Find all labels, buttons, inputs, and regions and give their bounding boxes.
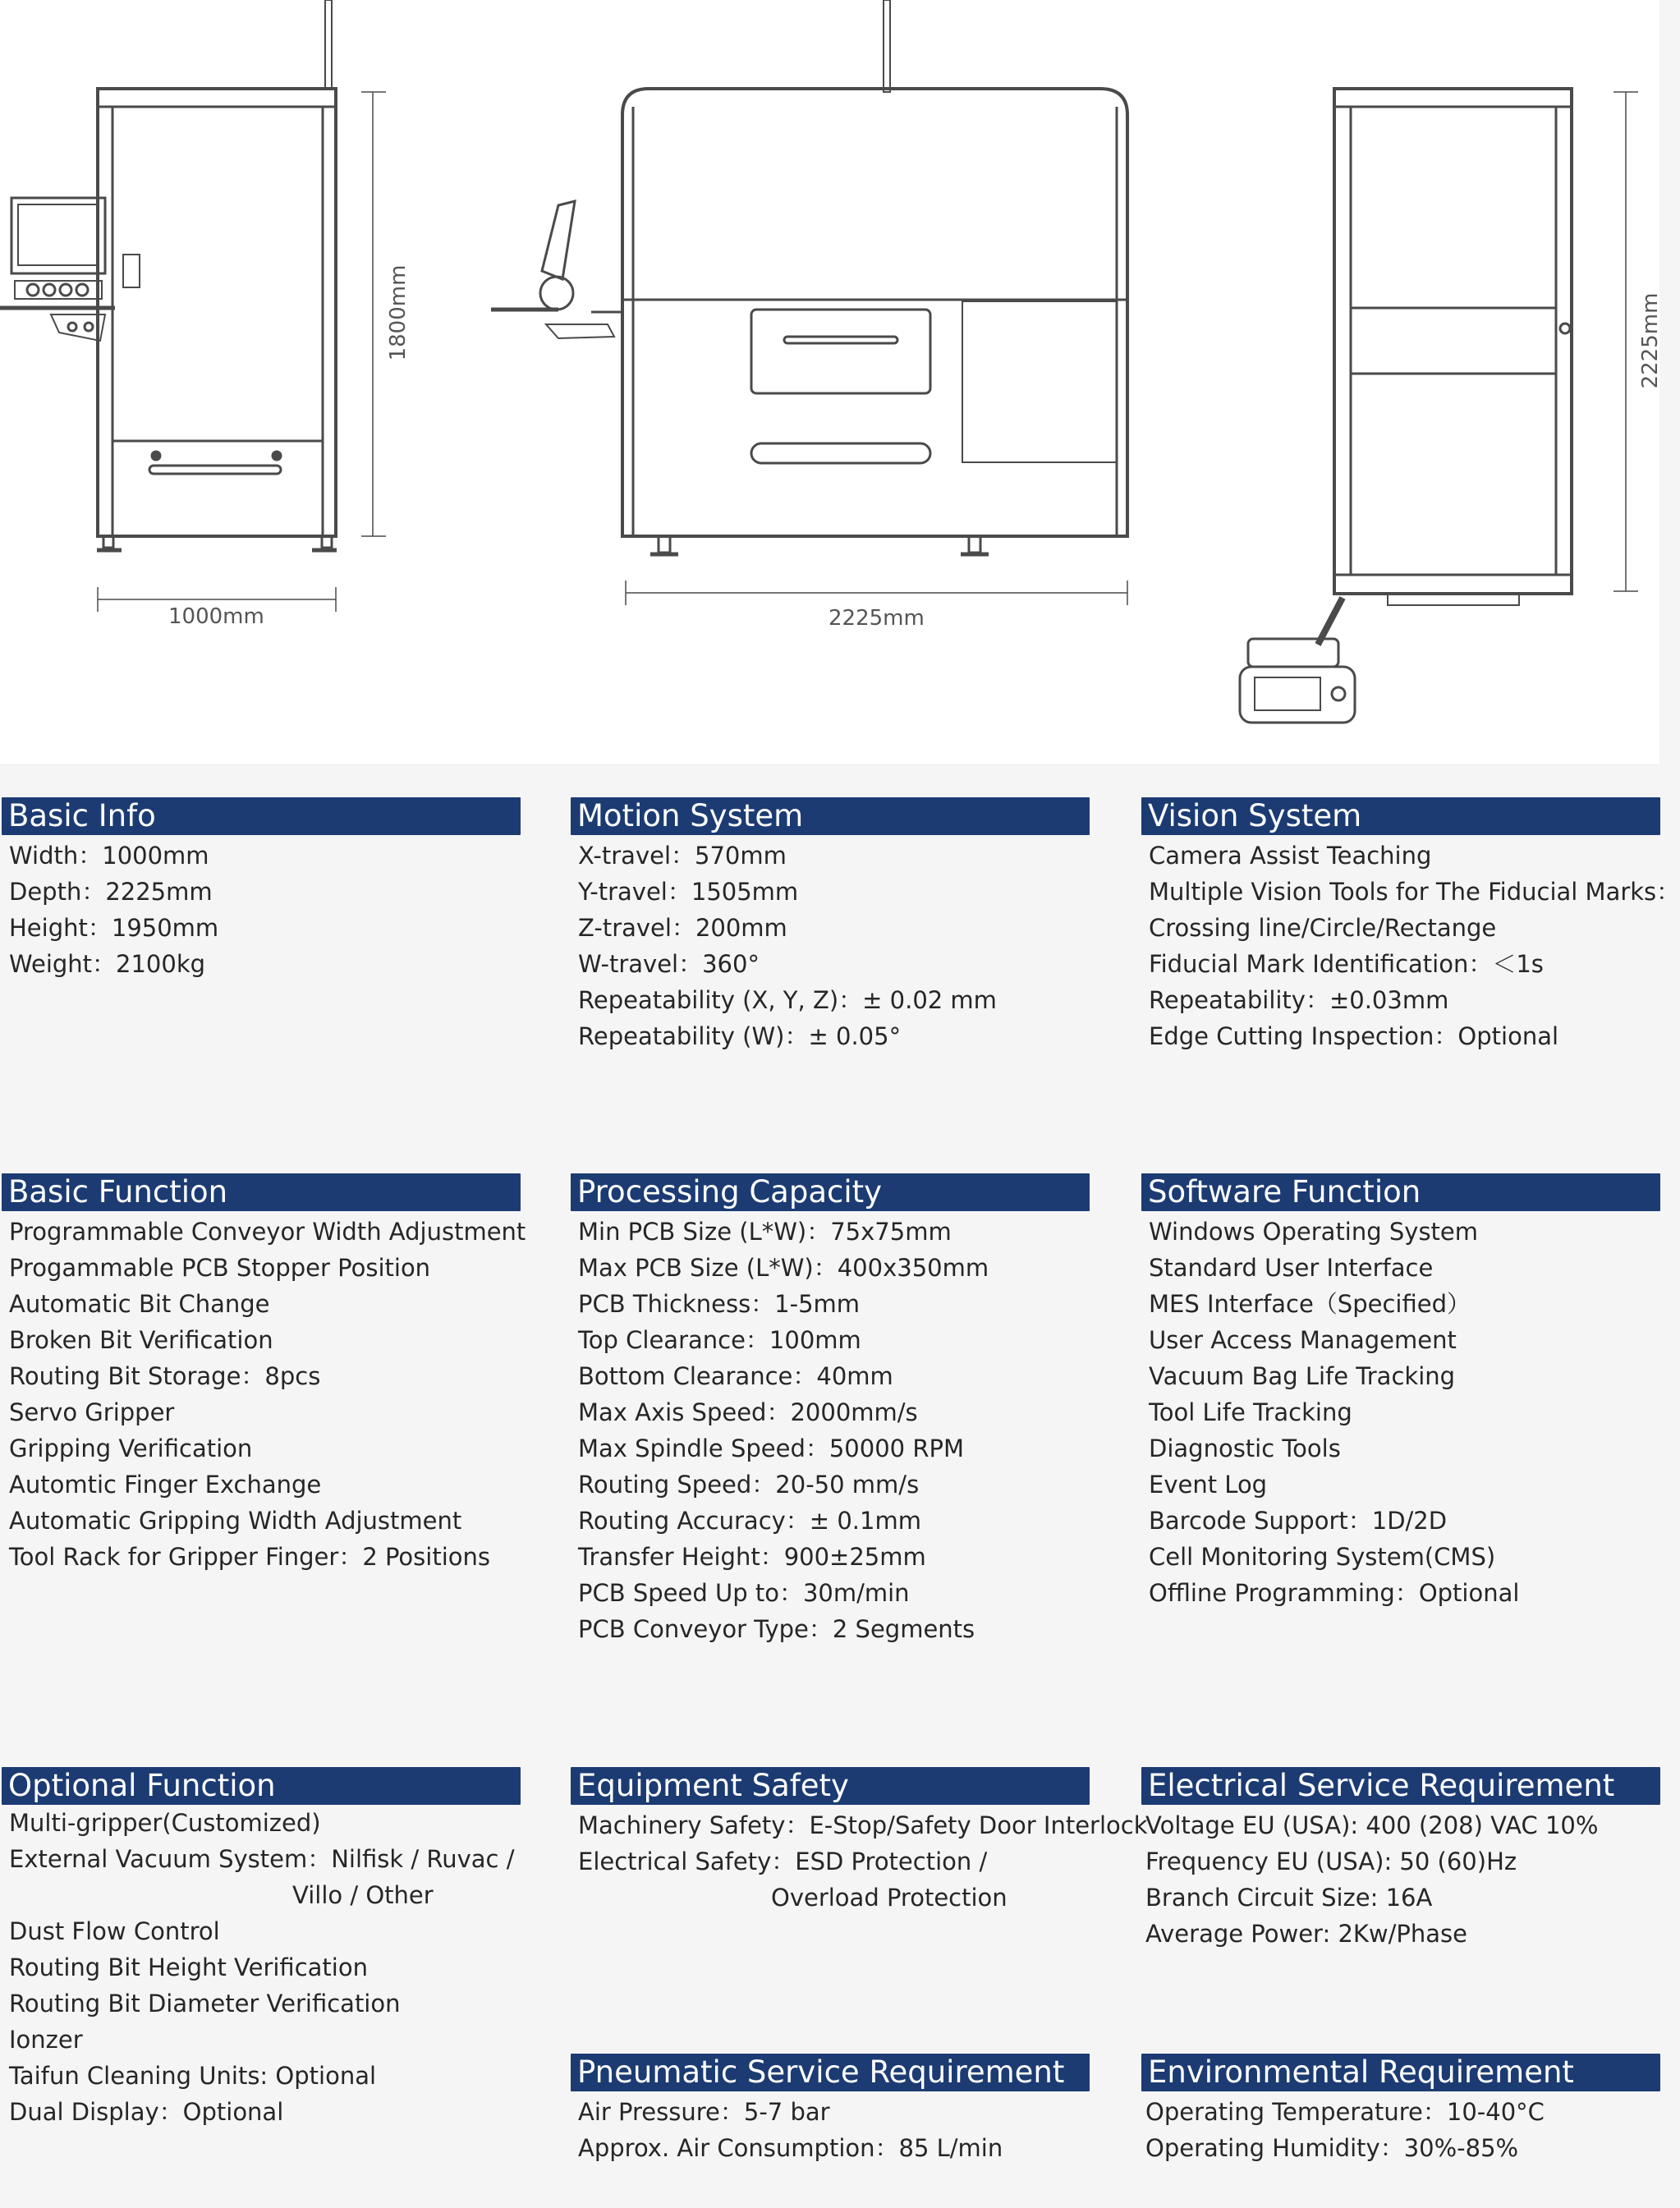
side-width-label: 2225mm	[829, 606, 925, 631]
spec-item: Z-travel：200mm	[578, 914, 787, 942]
spec-item: Transfer Height：900±25mm	[578, 1543, 926, 1571]
spec-item: Cell Monitoring System(CMS)	[1149, 1543, 1496, 1571]
section-basic-info	[2, 797, 521, 982]
spec-item: Depth：2225mm	[9, 878, 213, 906]
spec-item-continuation: Overload Protection	[771, 1884, 1008, 1912]
section-motion-system	[571, 797, 1090, 1054]
spec-item: W-travel：360°	[578, 950, 760, 978]
spec-item: PCB Thickness：1-5mm	[578, 1290, 861, 1318]
spec-item: Dust Flow Control	[9, 1917, 220, 1945]
section-heading: Optional Function	[2, 1767, 521, 1805]
section-vision-system	[1141, 797, 1680, 1054]
section-environmental	[1141, 2054, 1660, 2166]
front-height-label: 1800mm	[386, 264, 411, 361]
section-heading: Basic Function	[2, 1173, 521, 1211]
spec-item: Vacuum Bag Life Tracking	[1149, 1362, 1456, 1390]
section-heading: Environmental Requirement	[1141, 2054, 1660, 2091]
spec-item: Dual Display：Optional	[9, 2098, 284, 2126]
section-pneumatic-service	[571, 2054, 1090, 2166]
spec-item: Tool Rack for Gripper Finger：2 Positions	[9, 1543, 491, 1571]
spec-item: Bottom Clearance：40mm	[578, 1362, 893, 1390]
section-basic-function	[2, 1173, 526, 1575]
spec-item: Routing Speed：20-50 mm/s	[578, 1471, 920, 1499]
spec-item: Routing Bit Storage：8pcs	[9, 1362, 321, 1390]
spec-item: Max PCB Size (L*W)：400x350mm	[578, 1254, 989, 1282]
spec-item: Max Axis Speed：2000mm/s	[578, 1398, 918, 1426]
spec-item: Camera Assist Teaching	[1149, 842, 1432, 870]
front-view-drawing	[0, 0, 386, 612]
spec-item: Automtic Finger Exchange	[9, 1471, 322, 1499]
spec-item: User Access Management	[1149, 1326, 1457, 1354]
spec-item: Operating Temperature：10-40°C	[1145, 2098, 1545, 2126]
spec-item: Air Pressure：5-7 bar	[578, 2098, 830, 2126]
spec-item: PCB Speed Up to：30m/min	[578, 1579, 910, 1607]
spec-item: Tool Life Tracking	[1149, 1398, 1352, 1426]
spec-item: Width：1000mm	[9, 842, 209, 870]
section-heading: Processing Capacity	[571, 1173, 1090, 1211]
section-electrical-service	[1141, 1767, 1660, 1952]
spec-item: Weight：2100kg	[9, 950, 206, 978]
top-view-drawing	[1240, 89, 1638, 723]
spec-item: Gripping Verification	[9, 1435, 253, 1462]
spec-item: Programmable Conveyor Width Adjustment	[9, 1218, 526, 1246]
spec-item: Repeatability (X, Y, Z)：± 0.02 mm	[578, 986, 997, 1014]
spec-item: Min PCB Size (L*W)：75x75mm	[578, 1218, 952, 1246]
spec-item: Routing Accuracy：± 0.1mm	[578, 1507, 921, 1535]
spec-item	[9, 1841, 521, 1913]
spec-item: PCB Conveyor Type：2 Segments	[578, 1615, 975, 1643]
spec-item: Routing Bit Height Verification	[9, 1953, 368, 1981]
spec-item: Multiple Vision Tools for The Fiducial Marks：	[1149, 878, 1680, 906]
spec-item: Fiducial Mark Identification：＜1s	[1149, 950, 1544, 978]
section-heading: Equipment Safety	[571, 1767, 1090, 1805]
section-heading: Software Function	[1141, 1173, 1660, 1211]
side-view-drawing	[491, 0, 1127, 605]
spec-item: Approx. Air Consumption：85 L/min	[578, 2134, 1003, 2162]
spec-item: Progammable PCB Stopper Position	[9, 1254, 431, 1282]
section-optional-function	[2, 1767, 521, 2130]
spec-item: Broken Bit Verification	[9, 1326, 273, 1354]
spec-item: Standard User Interface	[1149, 1254, 1434, 1282]
spec-item: X-travel：570mm	[578, 842, 787, 870]
spec-item: Offline Programming：Optional	[1149, 1579, 1520, 1607]
spec-item	[578, 1843, 1090, 1916]
spec-item: Crossing line/Circle/Rectange	[1149, 914, 1497, 942]
spec-item: Top Clearance：100mm	[578, 1326, 861, 1354]
technical-drawings	[0, 0, 1663, 764]
spec-item: Max Spindle Speed：50000 RPM	[578, 1435, 964, 1462]
spec-item: Height：1950mm	[9, 914, 219, 942]
spec-item: Repeatability：±0.03mm	[1149, 986, 1449, 1014]
section-heading: Basic Info	[2, 797, 521, 835]
section-heading: Vision System	[1141, 797, 1660, 835]
section-heading: Electrical Service Requirement	[1141, 1767, 1660, 1805]
spec-item: Taifun Cleaning Units: Optional	[9, 2062, 377, 2090]
spec-item-text: Electrical Safety：ESD Protection /	[578, 1848, 988, 1875]
top-depth-label: 2225mm	[1638, 292, 1663, 389]
spec-item: Edge Cutting Inspection：Optional	[1149, 1022, 1559, 1050]
spec-item: Operating Humidity：30%-85%	[1145, 2134, 1519, 2162]
spec-item: Windows Operating System	[1149, 1218, 1479, 1246]
section-heading: Motion System	[571, 797, 1090, 835]
spec-item: Ionzer	[9, 2026, 83, 2054]
spec-item-text: External Vacuum System：Nilfisk / Ruvac /	[9, 1845, 515, 1873]
spec-item: Event Log	[1149, 1471, 1268, 1499]
spec-item: Branch Circuit Size: 16A	[1145, 1884, 1433, 1912]
spec-item: Average Power: 2Kw/Phase	[1145, 1920, 1468, 1948]
spec-item: Y-travel：1505mm	[578, 878, 799, 906]
front-width-label: 1000mm	[168, 604, 264, 629]
spec-item: Voltage EU (USA): 400 (208) VAC 10%	[1145, 1811, 1599, 1839]
spec-item-continuation: Villo / Other	[292, 1881, 434, 1909]
spec-item: Automatic Gripping Width Adjustment	[9, 1507, 462, 1535]
spec-item: MES Interface（Specified）	[1149, 1290, 1471, 1318]
section-software-function	[1141, 1173, 1660, 1611]
section-equipment-safety	[571, 1767, 1148, 1916]
spec-item: Multi-gripper(Customized)	[9, 1809, 321, 1837]
spec-item: Automatic Bit Change	[9, 1290, 270, 1318]
spec-item: Servo Gripper	[9, 1398, 175, 1426]
spec-item: Diagnostic Tools	[1149, 1435, 1341, 1462]
spec-item: Machinery Safety：E-Stop/Safety Door Interlock	[578, 1811, 1148, 1839]
section-processing-capacity	[571, 1173, 1090, 1647]
spec-item: Frequency EU (USA): 50 (60)Hz	[1145, 1848, 1517, 1875]
spec-item: Barcode Support：1D/2D	[1149, 1507, 1448, 1535]
spec-item: Routing Bit Diameter Verification	[9, 1990, 401, 2017]
spec-item: Repeatability (W)：± 0.05°	[578, 1022, 902, 1050]
section-heading: Pneumatic Service Requirement	[571, 2054, 1090, 2091]
